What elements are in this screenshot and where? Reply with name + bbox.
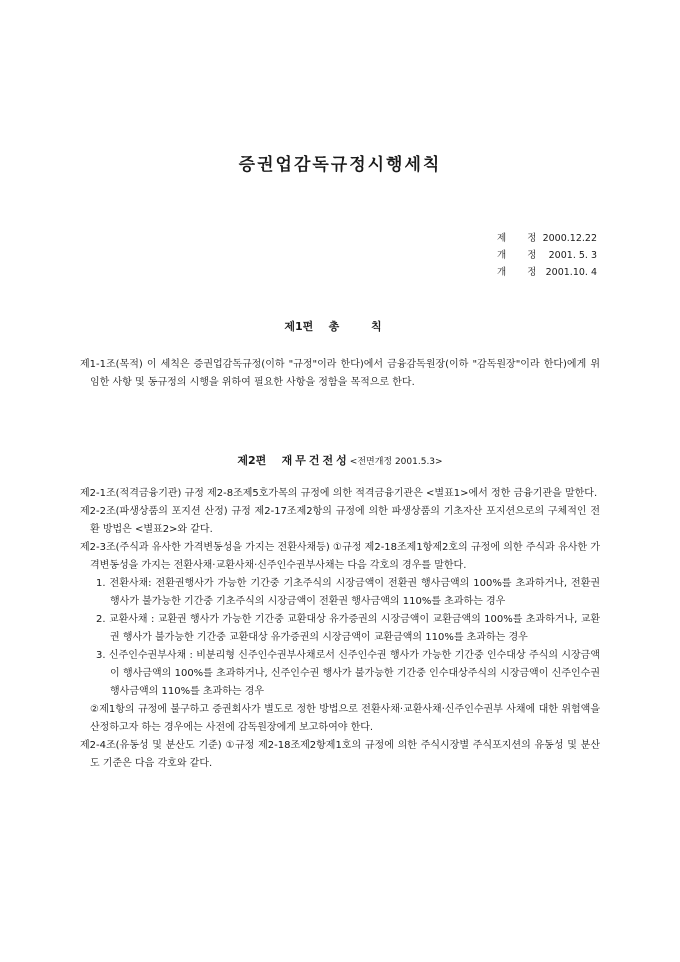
- article-2-3-item: 3. 신주인수권부사채 : 비분리형 신주인수권부사채로서 신주인수권 행사가 가능한 기간중 인수대상 주식의 시장금액이 행사금액의 100%를 초과하거나, 신주인수권 행사가 불가능한 기간중 인수대상주식의 시장금액이 신주인수권 행사금액의 110%를 초과하는 경우: [96, 650, 600, 697]
- revision-label: 제 정: [497, 233, 546, 244]
- article-2-2: 제2-2조(파생상품의 포지션 산정) 규정 제2-17조제2항의 규정에 의한 파생상품의 기초자산 포지션으로의 구체적인 전환 방법은 <별표2>와 같다.: [80, 506, 600, 535]
- part1-title: 총 칙: [328, 320, 396, 333]
- article-2-1: 제2-1조(적격금융기관) 규정 제2-8조제5호가목의 규정에 의한 적격금융기관은 <별표1>에서 정한 금융기관을 말한다.: [80, 488, 598, 499]
- article-1-1: 제1-1조(목적) 이 세칙은 증권업감독규정(이하 "규정"이라 한다)에서 금융감독원장(이하 "감독원장"이라 한다)에게 위임한 사항 및 동규정의 시행을 위하여 필요한 사항을 정함을 목적으로 한다.: [80, 359, 600, 388]
- part1-number: 제1편: [284, 320, 314, 333]
- article-2-3-intro: 제2-3조(주식과 유사한 가격변동성을 가지는 전환사채등) ①규정 제2-18조제1항제2호의 규정에 의한 주식과 유사한 가격변동성을 가지는 전환사채·교환사채·신주인수권부사채는 다음 각호의 경우를 말한다.: [80, 542, 600, 571]
- revision-row: [497, 230, 597, 247]
- article-2-4: 제2-4조(유동성 및 분산도 기준) ①규정 제2-18조제2항제1호의 규정에 의한 주식시장별 주식포지션의 유동성 및 분산도 기준은 다음 각호와 같다.: [80, 740, 600, 769]
- part2-revision-note: <전면개정 2001.5.3>: [349, 457, 443, 467]
- revision-date: 2000.12.22: [542, 233, 597, 244]
- revision-label: 개 정: [497, 250, 546, 261]
- article-2-3-item: 1. 전환사채: 전환권행사가 가능한 기간중 기초주식의 시장금액이 전환권 행사금액의 100%를 초과하거나, 전환권행사가 불가능한 기간중 기초주식의 시장금액이 전환권 행사금액의 110%를 초과하는 경우: [96, 578, 600, 607]
- part2-heading: [0, 452, 680, 468]
- revision-label: 개 정: [497, 267, 546, 278]
- revision-date: 2001.10. 4: [545, 267, 597, 278]
- revision-row: [497, 247, 597, 264]
- document-title: 증권업감독규정시행세칙: [238, 155, 442, 175]
- revision-row: [497, 264, 597, 281]
- revision-date: 2001. 5. 3: [548, 250, 597, 261]
- article-2-3-paragraph-2: ②제1항의 규정에 불구하고 증권회사가 별도로 정한 방법으로 전환사채·교환사채·신주인수권부 사채에 대한 위험액을 산정하고자 하는 경우에는 사전에 감독원장에게 보고하여야 한다.: [90, 704, 600, 733]
- part2-body: [80, 485, 600, 773]
- part1-body: [80, 356, 600, 392]
- part2-title: 재무건전성: [281, 454, 350, 467]
- part2-number: 제2편: [237, 454, 267, 467]
- part1-heading: [0, 318, 680, 334]
- article-2-3-item: 2. 교환사채 : 교환권 행사가 가능한 기간중 교환대상 유가증권의 시장금액이 교환금액의 100%를 초과하거나, 교환권 행사가 불가능한 기간중 교환대상 유가증권의 시장금액이 교환금액의 110%를 초과하는 경우: [96, 614, 600, 643]
- revision-history: [497, 230, 597, 281]
